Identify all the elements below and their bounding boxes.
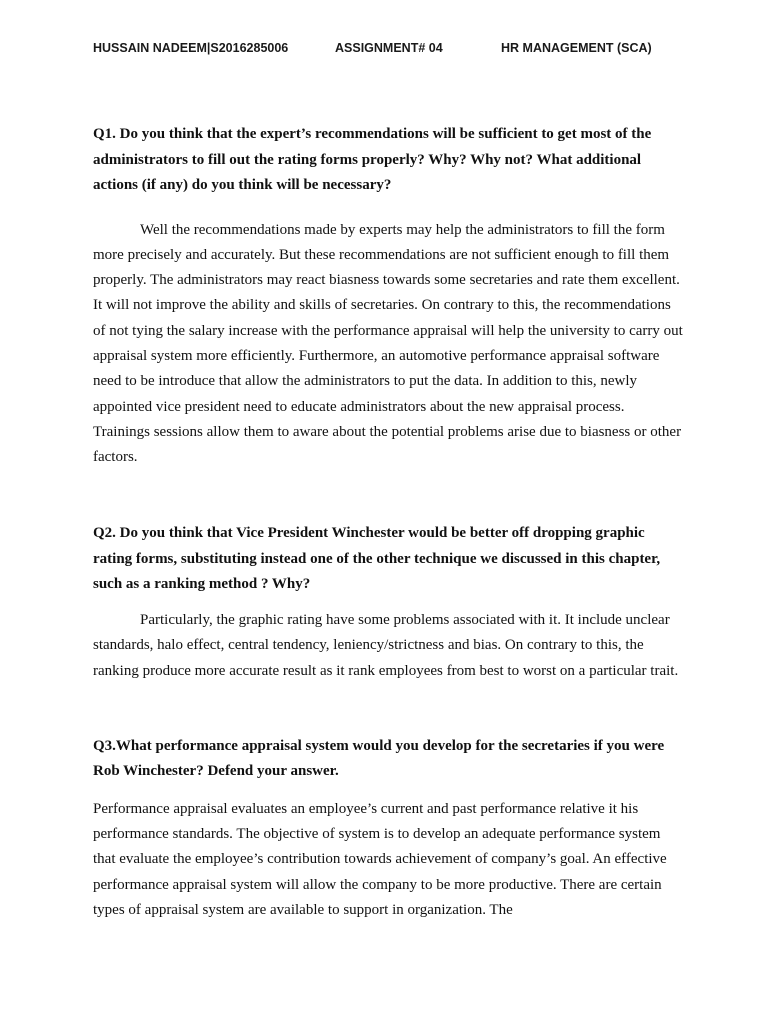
header-assignment-number: ASSIGNMENT# 04 bbox=[335, 41, 443, 55]
answer-3: Performance appraisal evaluates an employee’s current and past performance relative it his performance standards. The objective of system is to develop an adequate performance system that evaluate the employee’s contribution towards achievement of company’s goal. An effective performance appraisal system will allow the company to be more productive. There are certain types of appraisal system are available to support in organization. The bbox=[93, 800, 667, 919]
answer-2: Particularly, the graphic rating have some problems associated with it. It include unclear standards, halo effect, central tendency, leniency/strictness and bias. On contrary to this, the ranking produce more accurate result as it rank employees from best to worst on a particular trait. bbox=[93, 611, 679, 679]
answer-1: Well the recommendations made by experts may help the administrators to fill the form more precisely and accurately. But these recommendations are not sufficient enough to fill them properly. The administrators may react biasness towards some secretaries and rate them excellent. It will not improve the ability and skills of secretaries. On contrary to this, the recommendations of not tying the salary increase with the performance appraisal will help the university to carry out appraisal system more efficiently. Furthermore, an automotive performance appraisal software need to be introduce that allow the administrators to put the data. In addition to this, newly appointed vice president need to educate administrators about the new appraisal process. Trainings sessions allow them to aware about the potential problems arise due to biasness or other factors. bbox=[93, 221, 683, 466]
question-2: Q2. Do you think that Vice President Winchester would be better off dropping graphic rating forms, substituting instead one of the other technique we discussed in this chapter, such as a ranking method ? Why? bbox=[93, 525, 661, 593]
question-3: Q3.What performance appraisal system would you develop for the secretaries if you were Rob Winchester? Defend your answer. bbox=[93, 737, 665, 780]
page-header bbox=[93, 41, 693, 61]
header-course-name: HR MANAGEMENT (SCA) bbox=[501, 41, 652, 55]
document-body bbox=[93, 122, 683, 923]
header-student-name: HUSSAIN NADEEM|S2016285006 bbox=[93, 41, 289, 55]
question-1: Q1. Do you think that the expert’s recommendations will be sufficient to get most of the administrators to fill out the rating forms properly? Why? Why not? What additional actions (if any) do you think will be necessary? bbox=[93, 126, 652, 193]
